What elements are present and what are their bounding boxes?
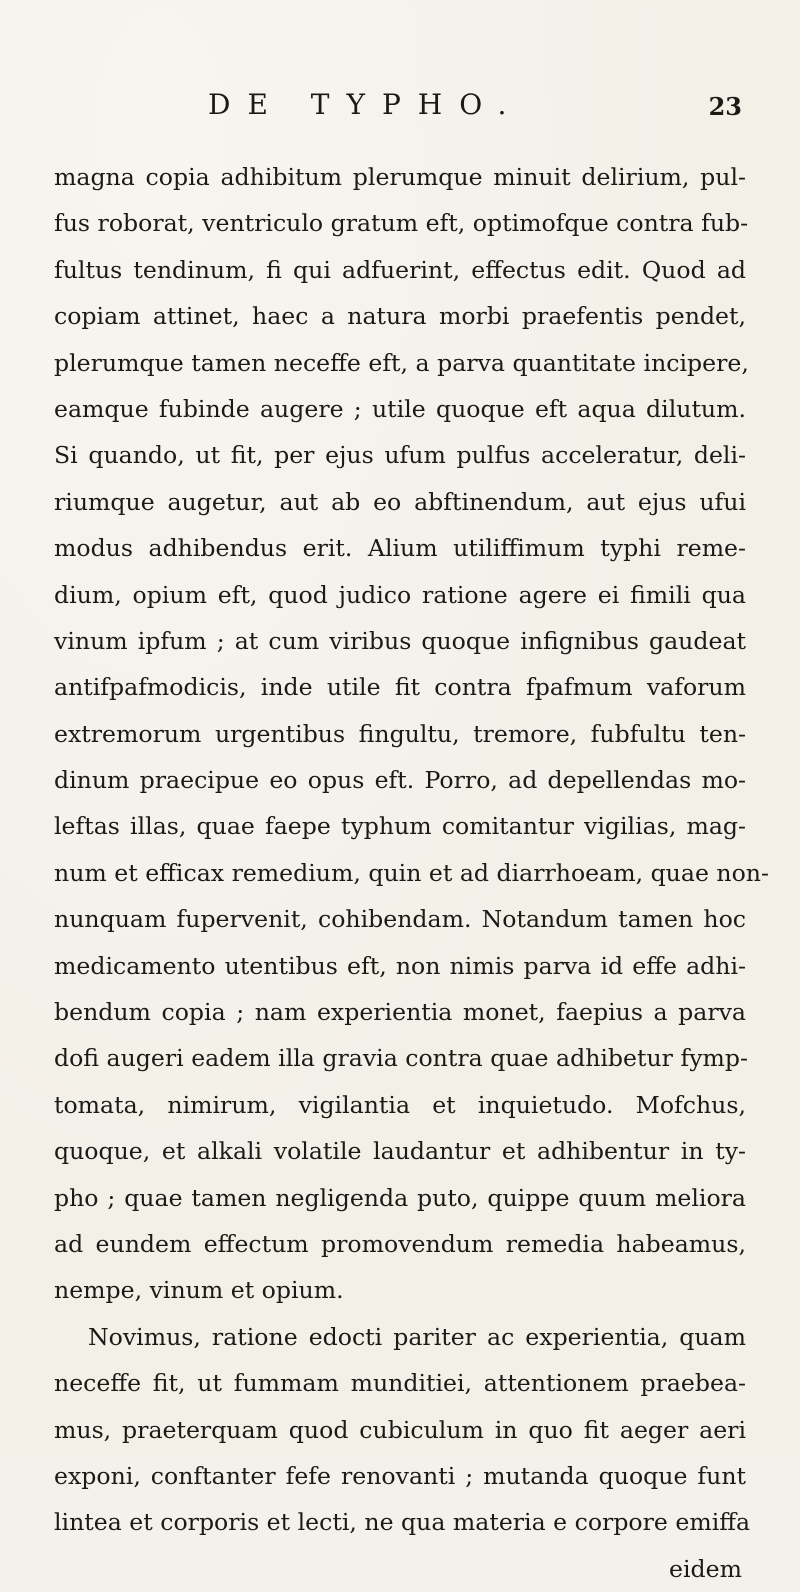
text-line: tomata, nimirum, vigilantia et inquietudo. Mofchus, bbox=[54, 1090, 746, 1119]
text-line: riumque augetur, aut ab eo abftinendum, aut ejus ufui bbox=[54, 487, 746, 516]
body-text bbox=[54, 154, 769, 1592]
text-line: modus adhibendus erit. Alium utiliffimum typhi reme- bbox=[54, 534, 746, 563]
text-line: pho ; quae tamen negligenda puto, quippe quum meliora bbox=[54, 1183, 746, 1212]
text-line: dium, opium eft, quod judico ratione agere ei fimili qua bbox=[54, 580, 746, 609]
text-line: magna copia adhibitum plerumque minuit delirium, pul- bbox=[54, 163, 746, 191]
text-line: medicamento utentibus eft, non nimis parva id effe adhi- bbox=[54, 951, 746, 980]
text-line: nempe, vinum et opium. bbox=[54, 1276, 344, 1305]
text-line: bendum copia ; nam experientia monet, faepius a parva bbox=[54, 998, 746, 1027]
text-line: exponi, conftanter fefe renovanti ; mutanda quoque funt bbox=[54, 1461, 746, 1490]
catchword: eidem bbox=[669, 1554, 742, 1583]
text-line: neceffe fit, ut fummam munditiei, attentionem praebea- bbox=[54, 1369, 746, 1398]
page-number: 23 bbox=[708, 92, 742, 121]
running-head bbox=[0, 88, 800, 128]
text-line: plerumque tamen neceffe eft, a parva quantitate incipere, bbox=[54, 348, 749, 377]
text-line: ad eundem effectum promovendum remedia habeamus, bbox=[54, 1229, 746, 1258]
text-line: extremorum urgentibus fingultu, tremore, fubfultu ten- bbox=[54, 719, 746, 748]
text-line: vinum ipfum ; at cum viribus quoque infignibus gaudeat bbox=[54, 626, 746, 655]
text-line: leftas illas, quae faepe typhum comitantur vigilias, mag- bbox=[54, 812, 746, 841]
text-line: dofi augeri eadem illa gravia contra quae adhibetur fymp- bbox=[54, 1044, 748, 1073]
text-line: copiam attinet, haec a natura morbi praefentis pendet, bbox=[54, 302, 746, 331]
text-line: Si quando, ut fit, per ejus ufum pulfus acceleratur, deli- bbox=[54, 441, 746, 470]
text-line: mus, praeterquam quod cubiculum in quo fit aeger aeri bbox=[54, 1415, 746, 1444]
text-line: nunquam fupervenit, cohibendam. Notandum tamen hoc bbox=[54, 905, 746, 934]
text-line: num et efficax remedium, quin et ad diarrhoeam, quae non- bbox=[54, 858, 769, 887]
text-line: dinum praecipue eo opus eft. Porro, ad depellendas mo- bbox=[54, 766, 746, 795]
text-line: fultus tendinum, fi qui adfuerint, effectus edit. Quod ad bbox=[54, 255, 746, 284]
text-line: lintea et corporis et lecti, ne qua materia e corpore emiffa bbox=[54, 1508, 751, 1537]
text-line: antifpafmodicis, inde utile fit contra fpafmum vaforum bbox=[54, 673, 746, 702]
running-title: DE TYPHO. bbox=[208, 88, 524, 121]
text-line: Novimus, ratione edocti pariter ac experientia, quam bbox=[88, 1322, 746, 1351]
text-line: quoque, et alkali volatile laudantur et adhibentur in ty- bbox=[54, 1137, 746, 1166]
text-line: eamque fubinde augere ; utile quoque eft aqua dilutum. bbox=[54, 394, 746, 423]
text-line: fus roborat, ventriculo gratum eft, optimofque contra fub- bbox=[54, 209, 749, 238]
